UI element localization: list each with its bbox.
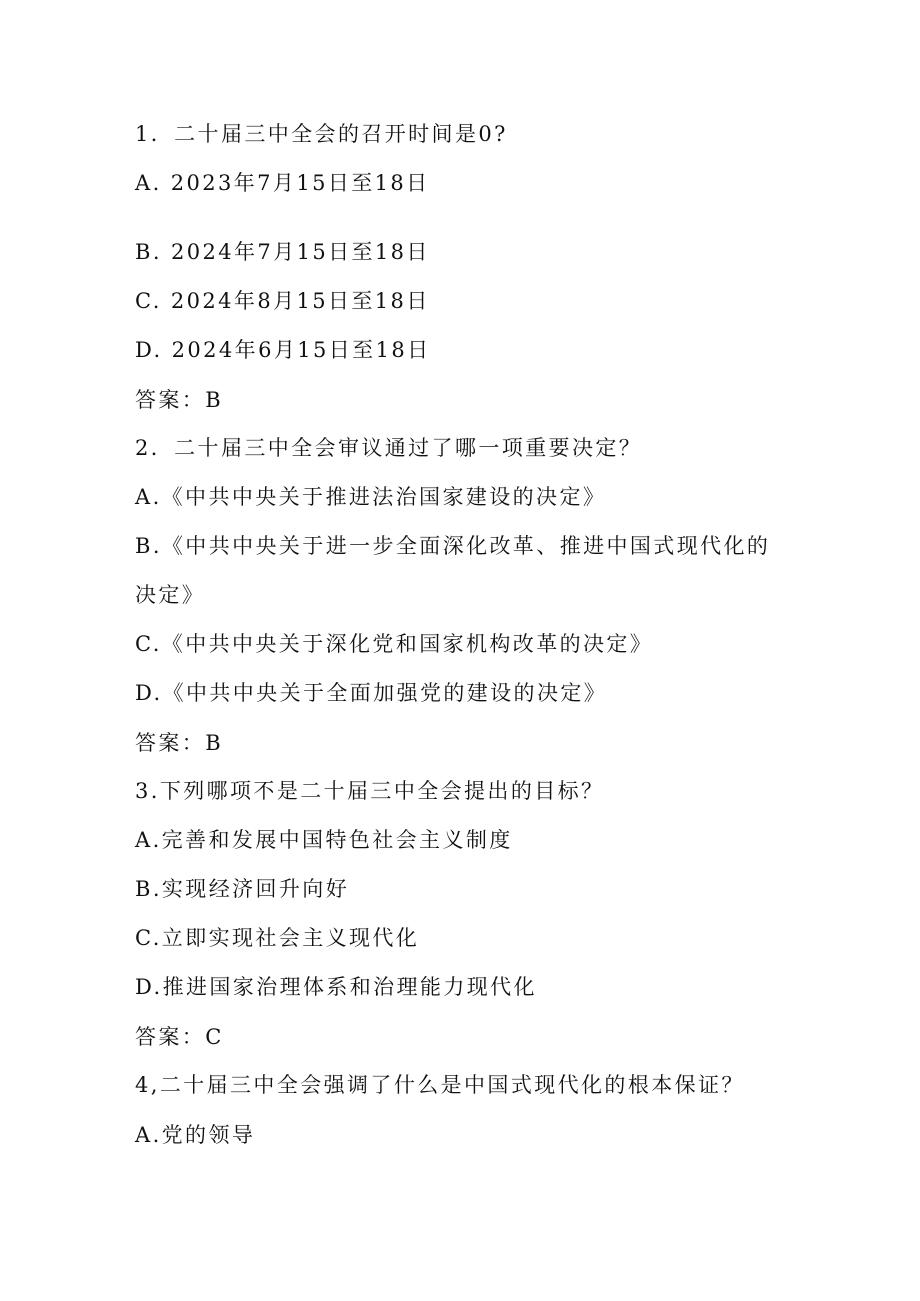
question-4: 4,二十届三中全会强调了什么是中国式现代化的根本保证？ <box>135 1073 745 1097</box>
answer-1: 答案：B <box>135 388 224 412</box>
option-1a: A. 2023年7月15日至18日 <box>135 171 430 195</box>
question-2: 2．二十届三中全会审议通过了哪一项重要决定？ <box>135 436 643 460</box>
answer-3: 答案：C <box>135 1025 224 1049</box>
question-3: 3.下列哪项不是二十届三中全会提出的目标？ <box>135 779 605 803</box>
answer-2: 答案：B <box>135 731 224 755</box>
option-1d: D. 2024年6月15日至18日 <box>135 338 431 362</box>
option-2b-continued: 决定》 <box>135 583 206 607</box>
option-1b: B. 2024年7月15日至18日 <box>135 240 430 264</box>
option-1c: C. 2024年8月15日至18日 <box>135 289 430 313</box>
option-4a: A.党的领导 <box>135 1123 256 1147</box>
option-2d: D.《中共中央关于全面加强党的建设的决定》 <box>135 681 608 705</box>
option-2b: B.《中共中央关于进一步全面深化改革、推进中国式现代化的 <box>135 534 771 558</box>
option-3c: C.立即实现社会主义现代化 <box>135 926 420 950</box>
option-2c: C.《中共中央关于深化党和国家机构改革的决定》 <box>135 632 654 656</box>
option-2a: A.《中共中央关于推进法治国家建设的决定》 <box>135 485 607 509</box>
option-3d: D.推进国家治理体系和治理能力现代化 <box>135 975 537 999</box>
option-3a: A.完善和发展中国特色社会主义制度 <box>135 828 513 852</box>
option-3b: B.实现经济回升向好 <box>135 877 350 901</box>
question-1: 1．二十届三中全会的召开时间是0? <box>135 122 508 146</box>
